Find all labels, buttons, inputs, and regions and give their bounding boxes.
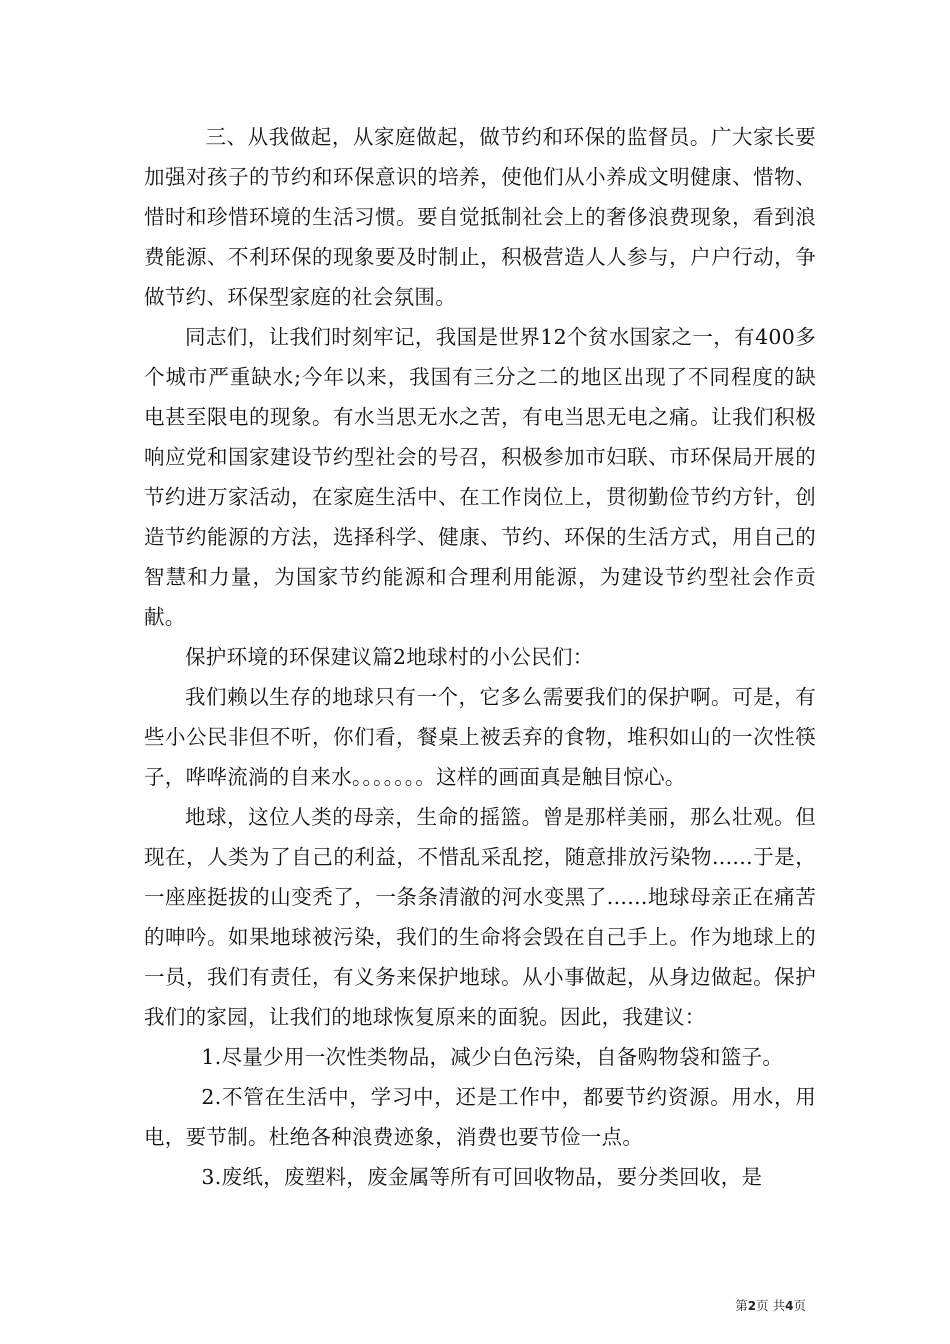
- paragraph-earth-only-one: 我们赖以生存的地球只有一个，它多么需要我们的保护啊。可是，有些小公民非但不听，你们看，餐桌上被丢弃的食物，堆积如山的一次性筷子，哗哗流淌的自来水。。。。。。。这样的画面真是触目惊心。: [144, 685, 816, 789]
- paragraph-comrades: 同志们，让我们时刻牢记，我国是世界12个贫水国家之一，有400多个城市严重缺水;今年以来，我国有三分之二的地区出现了不同程度的缺电甚至限电的现象。有水当思无水之苦，有电当思无电之痛。让我们积极响应党和国家建设节约型社会的号召，积极参加市妇联、市环保局开展的节约进万家活动，在家庭生活中、在工作岗位上，贯彻勤俭节约方针，创造节约能源的方法，选择科学、健康、节约、环保的生活方式，用自己的智慧和力量，为国家节约能源和合理利用能源，为建设节约型社会作贡献。: [144, 325, 816, 629]
- footer-current-page: 2: [747, 1299, 757, 1313]
- footer-total-pages: 4: [785, 1299, 794, 1313]
- page-number-footer: [735, 1296, 806, 1314]
- footer-middle: 页 共: [756, 1298, 786, 1313]
- list-item-suggestion-2: 2.不管在生活中，学习中，还是工作中，都要节约资源。用水，用电，要节制。杜绝各种浪费迹象，消费也要节俭一点。: [144, 1085, 816, 1149]
- footer-suffix: 页: [793, 1298, 806, 1313]
- paragraph-supervisor: 三、从我做起，从家庭做起，做节约和环保的监督员。广大家长要加强对孩子的节约和环保意识的培养，使他们从小养成文明健康、惜物、惜时和珍惜环境的生活习惯。要自觉抵制社会上的奢侈浪费现象，看到浪费能源、不利环保的现象要及时制止，积极营造人人参与，户户行动，争做节约、环保型家庭的社会氛围。: [144, 125, 816, 309]
- paragraph-section-title: 保护环境的环保建议篇2地球村的小公民们：: [185, 645, 594, 669]
- paragraph-earth-mother: 地球，这位人类的母亲，生命的摇篮。曾是那样美丽，那么壮观。但现在，人类为了自己的利益，不惜乱采乱挖，随意排放污染物......于是，一座座挺拔的山变秃了，一条条清澈的河水变黑了......地球母亲正在痛苦的呻吟。如果地球被污染，我们的生命将会毁在自己手上。作为地球上的一员，我们有责任，有义务来保护地球。从小事做起，从身边做起。保护我们的家园，让我们的地球恢复原来的面貌。因此，我建议：: [144, 805, 816, 1029]
- document-body: [144, 117, 816, 1197]
- list-item-suggestion-3: 3.废纸，废塑料，废金属等所有可回收物品，要分类回收，是: [201, 1165, 763, 1189]
- footer-prefix: 第: [735, 1298, 748, 1313]
- list-item-suggestion-1: 1.尽量少用一次性类物品，减少白色污染，自备购物袋和篮子。: [201, 1045, 784, 1069]
